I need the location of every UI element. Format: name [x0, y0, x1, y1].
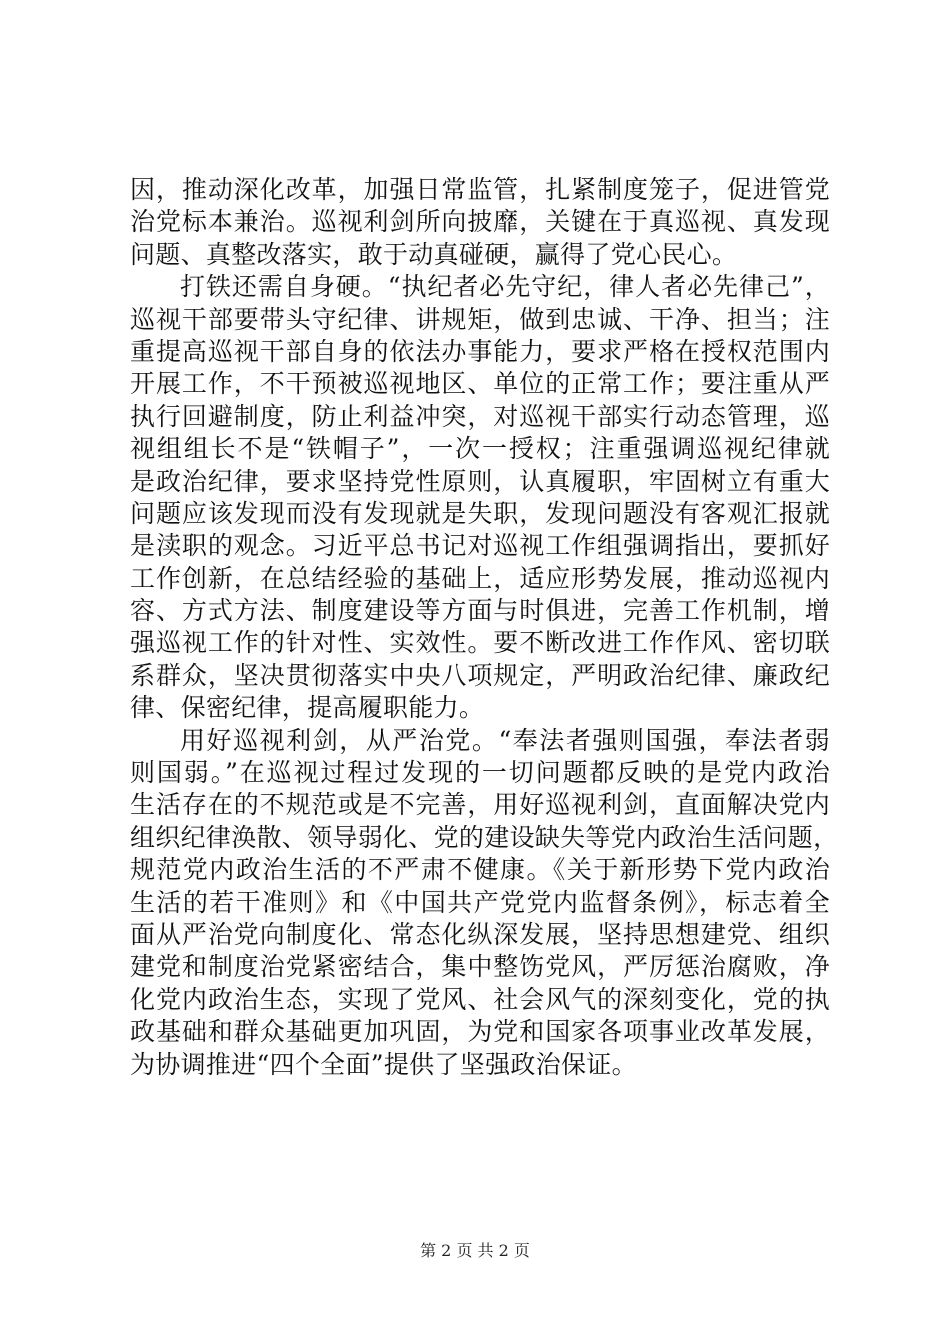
document-body — [130, 174, 839, 1081]
text-line: 则国弱。”在巡视过程过发现的一切问题都反映的是党内政治 — [130, 758, 830, 788]
text-line: 是渎职的观念。习近平总书记对巡视工作组强调指出，要抓好 — [130, 531, 830, 561]
page-footer: 第 2 页 共 2 页 — [420, 1241, 530, 1260]
text-line: 面从严治党向制度化、常态化纵深发展，坚持思想建党、组织 — [130, 919, 830, 949]
text-line: 开展工作，不干预被巡视地区、单位的正常工作；要注重从严 — [130, 369, 830, 399]
text-line: 打铁还需自身硬。“执纪者必先守纪，律人者必先律己”， — [180, 272, 830, 302]
text-line: 是政治纪律，要求坚持党性原则，认真履职，牢固树立有重大 — [130, 466, 830, 496]
text-line: 治党标本兼治。巡视利剑所向披靡，关键在于真巡视、真发现 — [130, 207, 830, 237]
text-line: 问题应该发现而没有发现就是失职，发现问题没有客观汇报就 — [130, 498, 830, 528]
text-line: 强巡视工作的针对性、实效性。要不断改进工作作风、密切联 — [130, 628, 830, 658]
text-line: 生活的若干准则》和《中国共产党党内监督条例》，标志着全 — [130, 887, 830, 917]
paragraph — [130, 725, 839, 1081]
text-line: 律、保密纪律，提高履职能力。 — [130, 693, 485, 723]
text-line: 工作创新，在总结经验的基础上，适应形势发展，推动巡视内 — [130, 563, 830, 593]
text-line: 建党和制度治党紧密结合，集中整饬党风，严厉惩治腐败，净 — [130, 952, 830, 982]
text-line: 组织纪律涣散、领导弱化、党的建设缺失等党内政治生活问题， — [130, 822, 839, 852]
text-line: 政基础和群众基础更加巩固，为党和国家各项事业改革发展， — [130, 1017, 830, 1047]
text-line: 执行回避制度，防止利益冲突，对巡视干部实行动态管理，巡 — [130, 401, 830, 431]
text-line: 规范党内政治生活的不严肃不健康。《关于新形势下党内政治 — [130, 855, 830, 885]
text-line: 用好巡视利剑，从严治党。“奉法者强则国强，奉法者弱 — [180, 725, 830, 755]
text-line: 因，推动深化改革，加强日常监管，扎紧制度笼子，促进管党 — [130, 175, 830, 204]
text-line: 容、方式方法、制度建设等方面与时俱进，完善工作机制，增 — [130, 596, 830, 626]
text-line: 为协调推进“四个全面”提供了坚强政治保证。 — [130, 1049, 637, 1079]
text-line: 重提高巡视干部自身的依法办事能力，要求严格在授权范围内 — [130, 336, 830, 366]
text-line: 巡视干部要带头守纪律、讲规矩，做到忠诚、干净、担当；注 — [130, 304, 830, 334]
paragraph — [130, 271, 830, 724]
text-line: 系群众，坚决贯彻落实中央八项规定，严明政治纪律、廉政纪 — [130, 660, 830, 690]
text-line: 视组组长不是“铁帽子”，一次一授权；注重强调巡视纪律就 — [130, 434, 830, 464]
paragraph — [130, 174, 830, 271]
text-line: 化党内政治生态，实现了党风、社会风气的深刻变化，党的执 — [130, 984, 830, 1014]
text-line: 问题、真整改落实，敢于动真碰硬，赢得了党心民心。 — [130, 239, 738, 269]
text-line: 生活存在的不规范或是不完善，用好巡视利剑，直面解决党内 — [130, 790, 830, 820]
